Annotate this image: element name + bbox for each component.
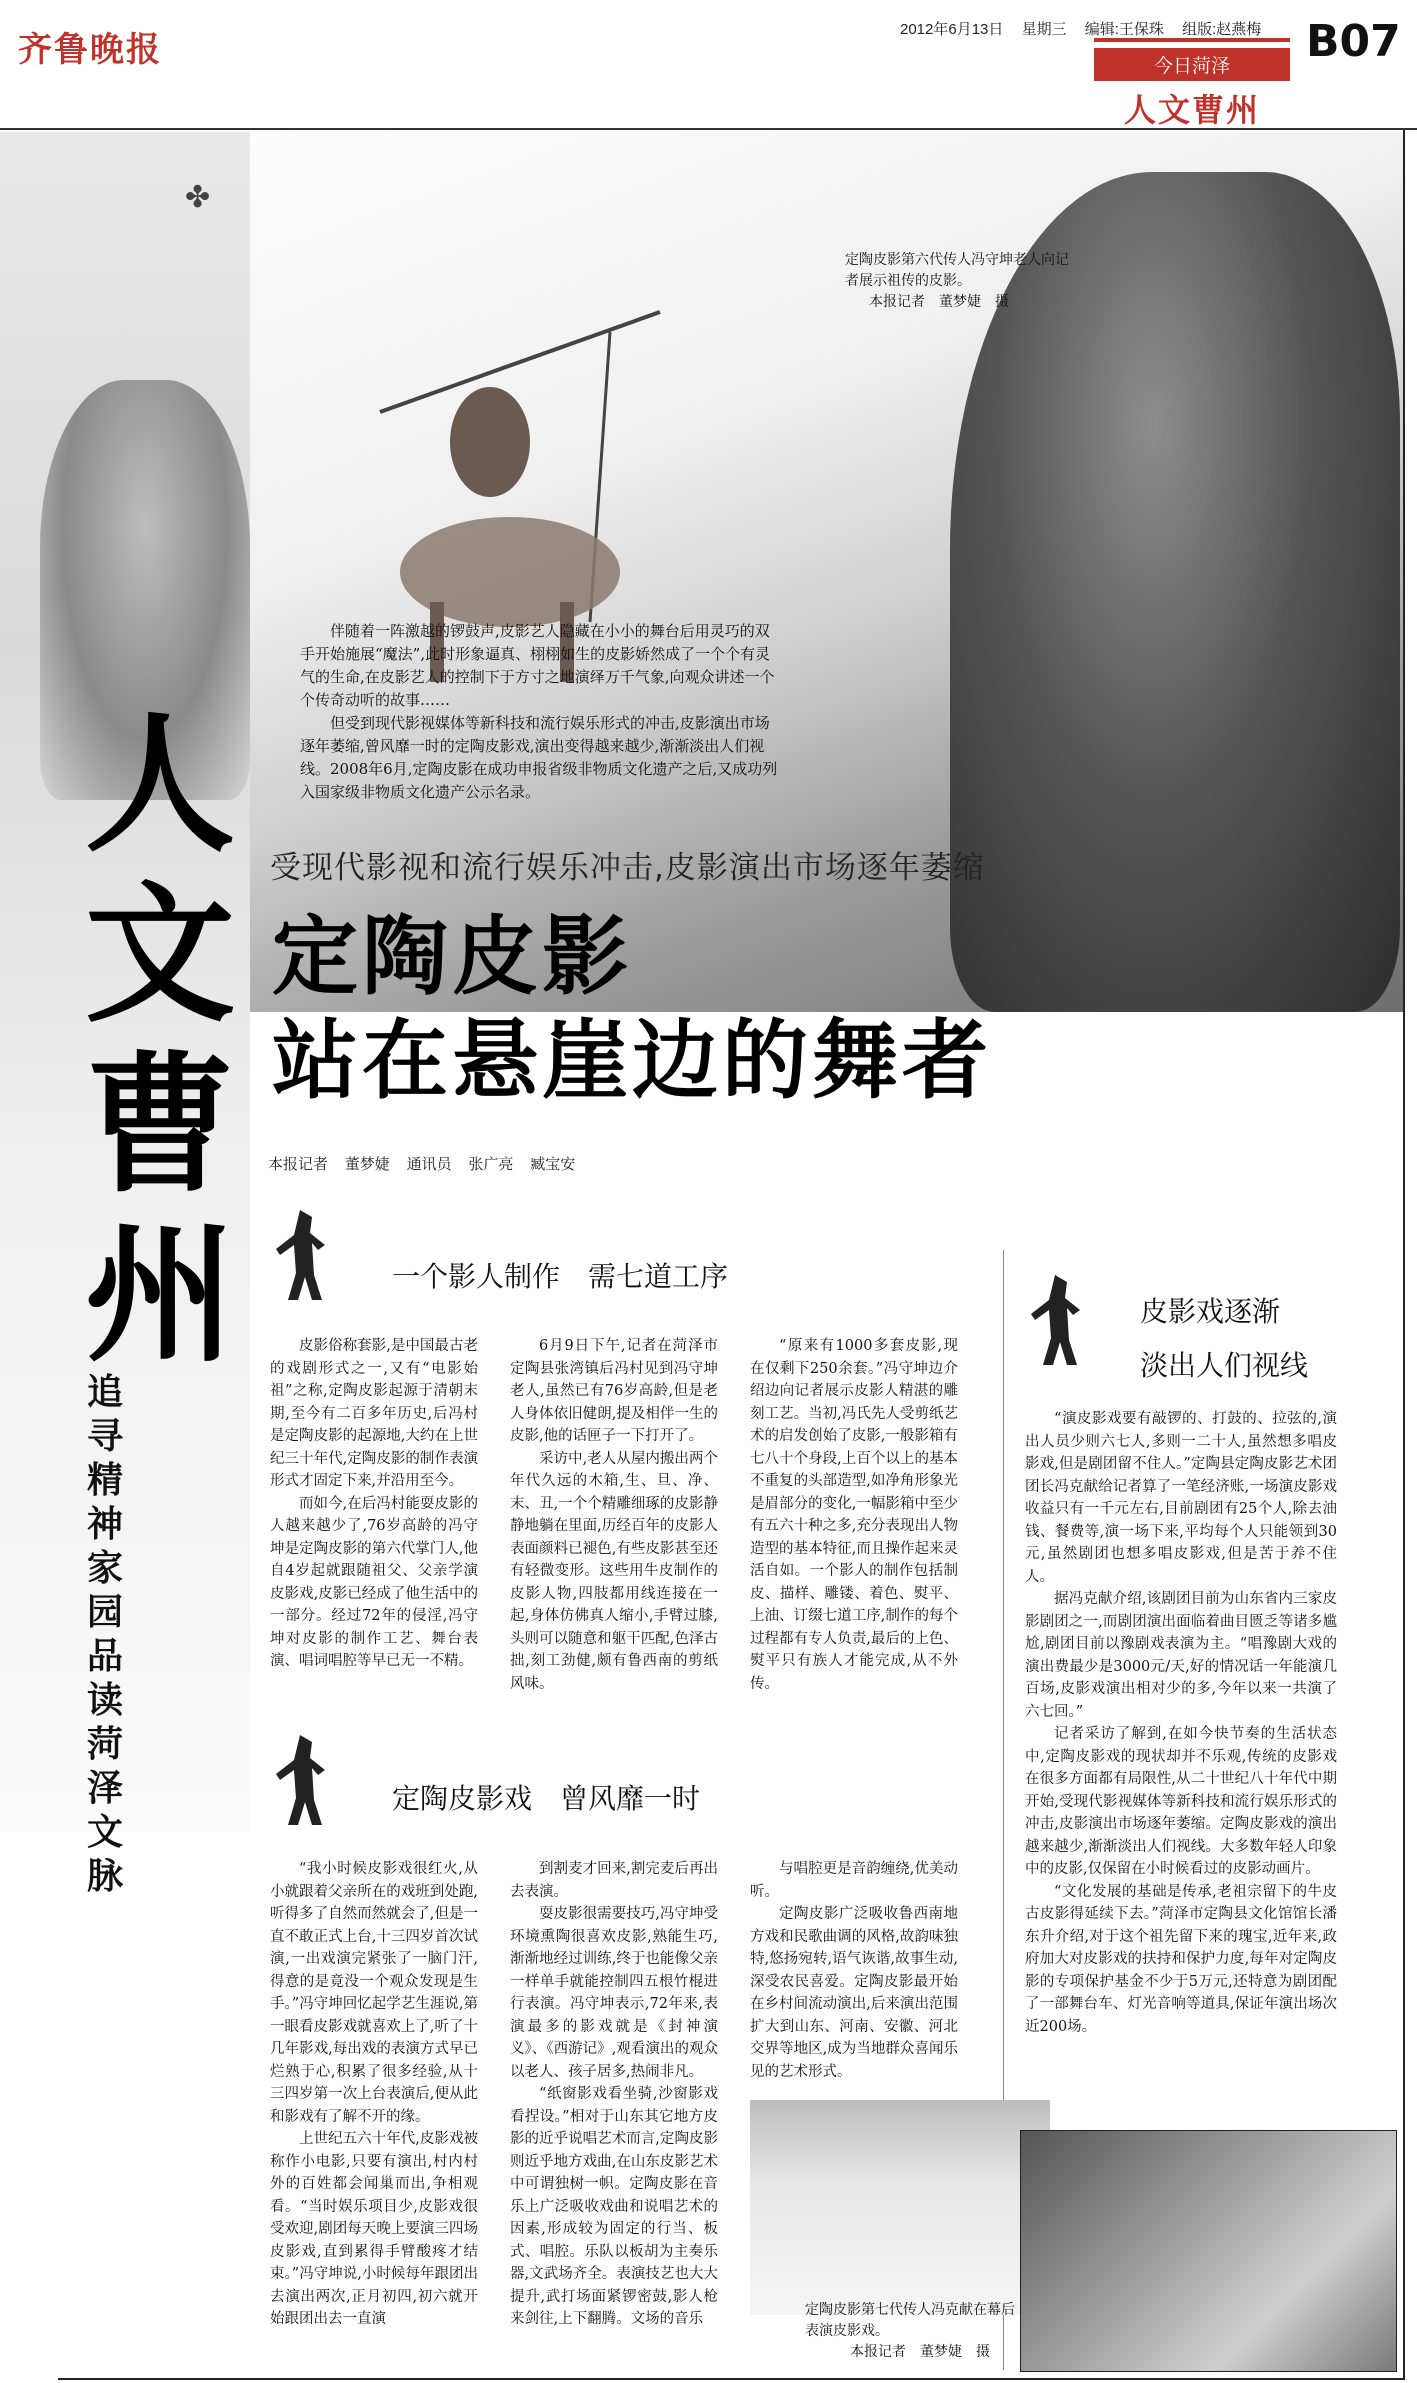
byline [268, 1153, 587, 1174]
header-editor: 编辑:王保珠 [1084, 21, 1164, 38]
title-line-1: 定陶皮影 [272, 907, 632, 1007]
section-tag-small: 今日菏泽 [1094, 48, 1290, 81]
header-weekday: 星期三 [1021, 21, 1067, 38]
newspaper-logo: 齐鲁晚报 [18, 30, 162, 70]
paragraph: “我小时候皮影戏很红火,从小就跟着父亲所在的戏班到处跑,听得多了自然而然就会了,但是一直不敢正式上台,十三四岁首次试演,一出戏演完紧张了一脑门汗,得意的是竟没一个观众发现是生手。”冯守坤回忆起学艺生涯说,第一眼看皮影戏就喜欢上了,听了十几年影戏,每出戏的表演方式早已烂熟于心,积累了很多经验,从十三四岁第一次上台表演后,便从此和影戏有了解不开的缘。 [270, 1861, 478, 2125]
paragraph: 而如今,在后冯村能耍皮影的人越来越少了,76岁高龄的冯守坤是定陶皮影的第六代掌门人,他自4岁起就跟随祖父、父亲学演皮影戏,皮影已经成了他生活中的一部分。经过72年的侵淫,冯守坤对皮影的制作工艺、舞台表演、唱词唱腔等早已无一不精。 [270, 1495, 478, 1669]
section1-column-1 [270, 1335, 478, 1673]
section-tag [1094, 38, 1290, 130]
paragraph: “文化发展的基础是传承,老祖宗留下的牛皮古皮影得延续下去。”菏泽市定陶县文化馆馆长潘东升介绍,对于这个祖先留下来的瑰宝,近年来,政府加大对皮影戏的扶持和保护力度,每年对定陶皮影的专项保护基金不少于5万元,还特意为剧团配了一部舞台车、灯光音响等道具,保证年演出场次近200场。 [1025, 1883, 1337, 2035]
lead-paragraph [300, 620, 780, 804]
header-info [900, 18, 1275, 39]
byline-item: 董梦婕 [344, 1155, 390, 1173]
calligraphy-char: 曹 [84, 1037, 235, 1213]
section-heading [1140, 1285, 1308, 1393]
byline-item: 张广亮 [468, 1155, 514, 1173]
paragraph: 6月9日下午,记者在菏泽市定陶县张湾镇后冯村见到冯守坤老人,虽然已有76岁高龄,但是老人身体依旧健朗,提及相伴一生的皮影,他的话匣子一下打开了。 [510, 1338, 718, 1444]
bottom-photo-caption [805, 2300, 1020, 2363]
section2-column-1 [270, 1858, 478, 2331]
byline-item: 本报记者 [268, 1155, 329, 1173]
paragraph: 记者采访了解到,在如今快节奏的生活状态中,定陶皮影戏的现状却并不乐观,传统的皮影戏在很多方面都有局限性,从二十世纪八十年代中期开始,受现代影视媒体等新科技和流行娱乐形式的冲击,皮影演出市场逐年萎缩。定陶皮影戏的演出越来越少,渐渐淡出人们视线。大多数年轻人印象中的皮影,仅保留在小时候看过的皮影动画片。 [1025, 1726, 1337, 1877]
butterfly-icon: ✤ [185, 180, 211, 215]
bottom-photo-performer [1020, 2130, 1397, 2372]
section-tag-big: 人文曹州 [1123, 91, 1260, 129]
paragraph: 与唱腔更是音韵缠绕,优美动听。 [750, 1861, 958, 1900]
paragraph: 皮影俗称套影,是中国最古老的戏剧形式之一,又有“电影始祖”之称,定陶皮影起源于清朝末期,至今有二百多年历史,后冯村是定陶皮影的起源地,大约在上世纪三十年代,定陶皮影的制作表演形式才固定下来,并沿用至今。 [270, 1338, 478, 1489]
vertical-slogan: 追寻精神家园 品读菏泽文脉 [86, 1371, 123, 1897]
calligraphy-char: 州 [84, 1207, 235, 1383]
paragraph: “演皮影戏要有敲锣的、打鼓的、拉弦的,演出人员少则六七人,多则一二十人,虽然想多唱皮影戏,但是剧团留不住人。”定陶县定陶皮影艺术团团长冯克献给记者算了一笔经济账,一场演皮影戏收益只有一千元左右,目前剧团有25个人,除去油钱、餐费等,演一场下来,平均每个人只能领到30元,虽然剧团也想多唱皮影戏,但是苦于养不住人。 [1025, 1411, 1337, 1585]
caption-text: 定陶皮影第七代传人冯克献在幕后表演皮影戏。 [805, 2302, 1015, 2339]
caption-credit: 本报记者 董梦婕 摄 [869, 294, 1009, 310]
top-photo-caption [845, 250, 1075, 313]
byline-item: 臧宝安 [530, 1155, 576, 1173]
paragraph: 定陶皮影广泛吸收鲁西南地方戏和民歌曲调的风格,故韵味独特,悠扬宛转,语气诙谐,故事生动,深受农民喜爱。定陶皮影最开始在乡村间流动演出,后来演出范围扩大到山东、河南、安徽、河北交界等地区,成为当地群众喜闻乐见的艺术形式。 [750, 1906, 958, 2080]
paragraph: 到割麦才回来,割完麦后再出去表演。 [510, 1861, 718, 1900]
title-line-2: 站在悬崖边的舞者 [272, 1011, 992, 1111]
section2-column-3 [750, 1858, 958, 2083]
section-heading: 定陶皮影戏 曾风靡一时 [392, 1782, 701, 1815]
section1-column-2 [510, 1335, 718, 1695]
article-subtitle: 受现代影视和流行娱乐冲击,皮影演出市场逐年萎缩 [270, 850, 985, 886]
calligraphy-char: 人 [84, 697, 235, 873]
section-heading: 一个影人制作 需七道工序 [392, 1260, 729, 1293]
header-date: 2012年6月13日 [900, 21, 1004, 38]
caption-credit: 本报记者 董梦婕 摄 [850, 2344, 990, 2360]
shadow-puppet-icon [270, 1205, 340, 1305]
shadow-puppet-icon [270, 1730, 340, 1830]
paragraph: 耍皮影很需要技巧,冯守坤受环境熏陶很喜欢皮影,熟能生巧,渐渐地经过训练,终于也能像父亲一样单手就能控制四五根竹棍进行表演。冯守坤表示,72年来,表演最多的影戏就是《封神演义》、《西游记》,观看演出的观众以老人、孩子居多,热闹非凡。 [510, 1906, 718, 2080]
section2-column-2 [510, 1858, 718, 2331]
article-title [272, 905, 992, 1113]
paragraph: 采访中,老人从屋内搬出两个年代久远的木箱,生、旦、净、末、丑,一个个精雕细琢的皮影静静地躺在里面,历经百年的皮影人表面颜料已褪色,有些皮影甚至还有轻微变形。这些用牛皮制作的皮影人物,四肢都用线连接在一起,身体仿佛真人缩小,手臂过膝,头则可以随意和躯干匹配,色泽古拙,刻工劲健,颇有鲁西南的剪纸风味。 [510, 1450, 718, 1692]
byline-item: 通讯员 [406, 1155, 452, 1173]
section3-column [1025, 1408, 1337, 2038]
calligraphy-char: 文 [84, 867, 235, 1043]
heading-line: 淡出人们视线 [1140, 1349, 1309, 1382]
paragraph: 上世纪五六十年代,皮影戏被称作小电影,只要有演出,村内村外的百姓都会闻巢而出,争相观看。“当时娱乐项目少,皮影戏很受欢迎,剧团每天晚上要演三四场皮影戏,直到累得手臂酸疼才结束。”冯守坤说,小时候每年跟团出去演出两次,正月初四,初六就开始跟团出去一直演 [270, 2131, 478, 2327]
heading-line: 皮影戏逐渐 [1140, 1295, 1281, 1328]
bottom-photo-stage [750, 2100, 1050, 2315]
caption-text: 定陶皮影第六代传人冯守坤老人向记者展示祖传的皮影。 [845, 252, 1069, 289]
paragraph: “原来有1000多套皮影,现在仅剩下250余套。”冯守坤边介绍边向记者展示皮影人精湛的雕刻工艺。当初,冯氏先人受剪纸艺术的启发创始了皮影,一般影箱有七八十个身段,上百个以上的基本不重复的头部造型,如净角形象光是眉部分的变化,一幅影箱中至少有五六十种之多,充分表现出人物造型的基本特征,而且操作起来灵活自如。一个影人的制作包括制皮、描样、雕镂、着色、熨平、上油、订缀七道工序,制作的每个过程都有专人负责,最后的上色、熨平只有族人才能完成,从不外传。 [750, 1338, 958, 1692]
lead-text: 但受到现代影视媒体等新科技和流行娱乐形式的冲击,皮影演出市场逐年萎缩,曾风靡一时的定陶皮影戏,演出变得越来越少,渐渐淡出人们视线。2008年6月,定陶皮影在成功申报省级非物质文化遗产之后,又成功列入国家级非物质文化遗产公示名录。 [300, 714, 778, 801]
paragraph: “纸窗影戏看坐骑,沙窗影戏看捏设。”相对于山东其它地方皮影的近乎说唱艺术而言,定陶皮影则近乎地方戏曲,在山东皮影艺术中可谓独树一帜。定陶皮影在音乐上广泛吸收戏曲和说唱艺术的因素,形成较为固定的行当、板式、唱腔。乐队以板胡为主奏乐器,文武场齐全。表演技艺也大大提升,武打场面紧锣密鼓,影人枪来剑往,上下翻腾。文场的音乐 [510, 2086, 718, 2327]
shadow-puppet-icon [1025, 1270, 1095, 1370]
calligraphy-title [50, 697, 270, 1383]
paragraph: 据冯克献介绍,该剧团目前为山东省内三家皮影剧团之一,而剧团演出面临着曲目匮乏等诸多尴尬,剧团目前以豫剧戏表演为主。“唱豫剧大戏的演出费最少是3000元/天,好的情况话一年能演几百场,皮影戏演出相对少的多,今年以来一共演了六七回。” [1025, 1591, 1337, 1720]
page-number: B07 [1306, 16, 1401, 67]
header-layout: 组版:赵燕梅 [1182, 21, 1262, 38]
section1-column-3 [750, 1335, 958, 1695]
lead-text: 伴随着一阵激越的锣鼓声,皮影艺人隐藏在小小的舞台后用灵巧的双手开始施展“魔法”,此时形象逼真、栩栩如生的皮影娇然成了一个个有灵气的生命,在皮影艺人的控制下于方寸之地演绎万千气象,向观众讲述一个个传奇动听的故事…… [300, 622, 775, 709]
